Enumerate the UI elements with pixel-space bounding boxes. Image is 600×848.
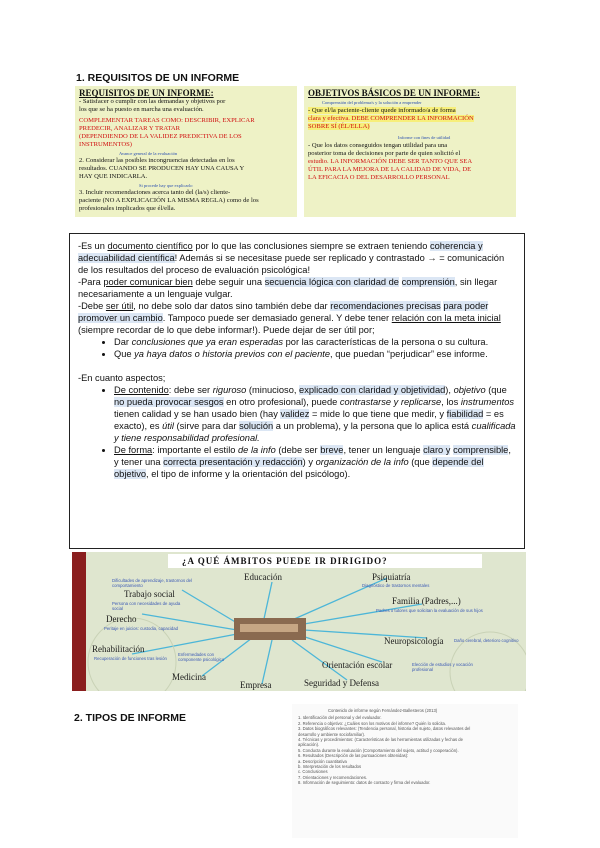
- note-trabajo-social: Persona con necesidades de ayuda social: [112, 601, 181, 611]
- uselessness-list: [78, 336, 516, 360]
- mindmap-title: ¿A QUÉ ÁMBITOS PUEDE IR DIRIGIDO?: [182, 556, 388, 566]
- list-item: • De forma: importante el estilo de la info (debe ser breve, tener un lenguaje claro y comprensible, y tener una correcta presentación y redacción) y organización de la info (que depende del objetivo, el tipo de informe y la orientación del psicólogo).: [114, 444, 516, 480]
- node-rehabilitacion: Rehabilitación: [92, 644, 145, 654]
- types-line: 5. Conducta durante la evaluación (Comportamiento del sujeto, actitud y cooperación).: [298, 747, 459, 753]
- panel-line: COMPLEMENTAR TAREAS COMO: DESCRIBIR, EXPLICAR: [79, 117, 255, 124]
- panel-line: - Que los datos conseguidos tengan utilidad para una: [308, 142, 448, 149]
- note-educacion: Dificultades de aprendizaje, trastornos del comportamiento: [112, 578, 193, 588]
- requisitos-panel: [75, 86, 297, 217]
- panel-line: INSTRUMENTOS): [79, 141, 132, 148]
- note-psiquiatria: Diagnóstico de trastornos mentales: [362, 583, 430, 588]
- notes-line: -En cuanto aspectos;: [78, 373, 166, 383]
- panel-line: profesionales implicados que él/ella.: [79, 205, 176, 212]
- section-heading: 2. TIPOS DE INFORME: [74, 712, 187, 724]
- panel-line: los que se ha puesto en marcha una evaluación.: [79, 106, 204, 113]
- node-seguridad-defensa: Seguridad y Defensa: [304, 678, 379, 688]
- ambitos-mindmap: [72, 552, 526, 691]
- types-line: 1. Identificación del personal y del evaluador.: [298, 715, 382, 721]
- panel-line: clara y efectiva. DEBE COMPRENDER LA INFORMACIÓN: [308, 115, 474, 122]
- panel-line: HAY QUE INDICARLA.: [79, 173, 148, 180]
- aspects-list: [78, 384, 516, 480]
- types-line: desarrollo y ambiente sociofamiliar).: [298, 731, 366, 737]
- panel-title: OBJETIVOS BÁSICOS DE UN INFORME:: [308, 88, 480, 98]
- node-familia: Familia (Padres,...): [392, 596, 461, 606]
- node-neuropsicologia: Neuropsicología: [384, 636, 444, 646]
- node-trabajo-social: Trabajo social: [124, 589, 175, 599]
- types-line: 6. Resultados (Descripción de las puntuaciones obtenidas):: [298, 753, 409, 759]
- note-rehabilitacion: Recuperación de funciones tras lesión: [94, 656, 167, 661]
- note-orientacion: Elección de estudios y vocación profesional: [412, 662, 473, 672]
- panel-line: LA EFICACIA O DEL DESARROLLO PERSONAL: [308, 174, 450, 181]
- panel-note: Si procede hay que explicarlo: [139, 183, 193, 188]
- panel-line: SOBRE SÍ (ÉL/ELLA): [308, 123, 370, 130]
- notes-box: -Es un documento científico por lo que las conclusiones siempre se extraen teniendo coherencia y adecuabilidad científica! Además si se necesitase puede ser replicado y contrastado → = comunicación de los resultados del proceso de evaluación psicológica! -Para poder comunicar bien debe seguir una secuencia lógica con claridad de comprensión, sin llegar necesariamente a un lenguaje vulgar. -Debe ser útil, no debe solo dar datos sino también debe dar recomendaciones precisas para poder promover un cambio. Tampoco puede ser demasiado general. Y debe tener relación con la meta inicial (siempre recordar de lo que debe informar!). Puede dejar de ser útil por; • Dar conclusiones que ya eran esperadas por las características de la persona o su cultura. • Que ya haya datos o historia previos con el paciente, que puedan “perjudicar” ese informe. -En cuanto aspectos; • De contenido: debe ser riguroso (minucioso, explicado con claridad y objetividad), objetivo (que no pueda provocar sesgos en otro profesional), puede contrastarse y replicarse, los instrumentos tienen calidad y se han usado bien (hay validez = mide lo que tiene que medir, y fiabilidad = es exacto), es útil (sirve para dar solución a un problema), y la persona que lo aplica está cualificada y tiene responsabilidad profesional. • De forma: importante el estilo de la info (debe ser breve, tener un lenguaje claro y comprensible, y tener una correcta presentación y redacción) y organización de la info (que depende del objetivo, el tipo de informe y la orientación del psicólogo).: [69, 233, 525, 549]
- node-educacion: Educación: [244, 572, 282, 582]
- panel-line: paciente (NO A EXPLICACIÓN LA MISMA REGLA) como de los: [79, 197, 259, 204]
- types-line: 4. Técnicas y procedimientos: (Características de las herramientas utilizadas y fechas de: [298, 737, 463, 743]
- types-line: 2. Referencia o objetivo: ¿Cuáles son los motivos del informe? Quién lo solicita.: [298, 720, 447, 726]
- panel-line: - Satisfacer o cumplir con las demandas y objetivos por: [79, 98, 226, 105]
- panel-line: 2. Considerar las posibles incongruencias detectadas en los: [79, 157, 235, 164]
- panel-line: (DEPENDIENDO DE LA VALIDEZ PREDICTIVA DE LOS: [79, 133, 242, 140]
- types-line: aplicación).: [298, 742, 320, 748]
- types-line: b. Interpretación de los resultados: [298, 764, 362, 770]
- node-empresa: Empresa: [240, 680, 272, 690]
- panel-note: Avance general de la evaluación: [119, 151, 178, 156]
- node-orientacion-escolar: Orientación escolar: [322, 660, 393, 670]
- panel-line: PREDECIR, ANALIZAR Y TRATAR: [79, 125, 181, 132]
- panel-note: Comprensión del problema/s y la solución a emprender: [322, 100, 422, 105]
- panel-note: Informe con fines de utilidad: [398, 135, 451, 140]
- panel-line: 3. Incluir recomendaciones acerca tanto del (la/s) cliente-: [79, 189, 231, 196]
- decorative-band: [72, 552, 86, 691]
- types-line: c. Conclusiones: [298, 769, 328, 775]
- panel-line: posterior toma de decisiones por parte de quien solicitó el: [308, 150, 461, 157]
- types-line: 7. Orientaciones y recomendaciones.: [298, 774, 368, 780]
- note-medicina: Enfermedades con componente psicológico: [178, 652, 225, 662]
- list-item: • Que ya haya datos o historia previos con el paciente, que puedan “perjudicar” ese informe.: [114, 348, 516, 360]
- types-line: 8. Información de seguimiento: datos de contacto y firma del evaluador.: [298, 780, 431, 786]
- panel-line: resultados. CUANDO SE PRODUCEN HAY UNA CAUSA Y: [79, 165, 245, 172]
- center-image-detail: [240, 624, 298, 632]
- types-line: 3. Datos biográficos relevantes: (Tendencia personal, historia del sujeto, datos relevantes del: [298, 726, 471, 732]
- types-line: a. Descripción cuantitativa: [298, 758, 347, 764]
- section-heading: 1. REQUISITOS DE UN INFORME: [76, 72, 240, 84]
- note-neuropsicologia: Daño cerebral, deterioro cognitivo: [454, 638, 519, 643]
- node-derecho: Derecho: [106, 614, 137, 624]
- note-derecho: Peritaje en juicios: custodia, capacidad: [104, 626, 179, 631]
- node-psiquiatria: Psiquiatría: [372, 572, 411, 582]
- panel-line: estudio. LA INFORMACIÓN DEBE SER TANTO QUE SEA: [308, 158, 473, 165]
- objetivos-panel: [304, 86, 516, 217]
- panel-line: ÚTIL PARA LA MEJORA DE LA CALIDAD DE VIDA, DE: [308, 166, 472, 173]
- types-list: [292, 704, 518, 838]
- panel-title: REQUISITOS DE UN INFORME:: [79, 88, 214, 98]
- note-familia: Padres o tutores que solicitan la evaluación de sus hijos: [376, 608, 483, 613]
- panel-line: - Que el/la paciente-cliente quede informado/a de forma: [308, 107, 456, 114]
- list-item: • De contenido: debe ser riguroso (minucioso, explicado con claridad y objetividad), objetivo (que no pueda provocar sesgos en otro profesional), puede contrastarse y replicarse, los instrumentos tienen calidad y se han usado bien (hay validez = mide lo que tiene que medir, y fiabilidad = es exacto), es útil (sirve para dar solución a un problema), y la persona que lo aplica está cualificada y tiene responsabilidad profesional.: [114, 384, 516, 444]
- node-medicina: Medicina: [172, 672, 206, 682]
- types-title: Contenido de informe según Fernández-Ballesteros (2013): [328, 708, 438, 713]
- list-item: • Dar conclusiones que ya eran esperadas por las características de la persona o su cultura.: [114, 336, 516, 348]
